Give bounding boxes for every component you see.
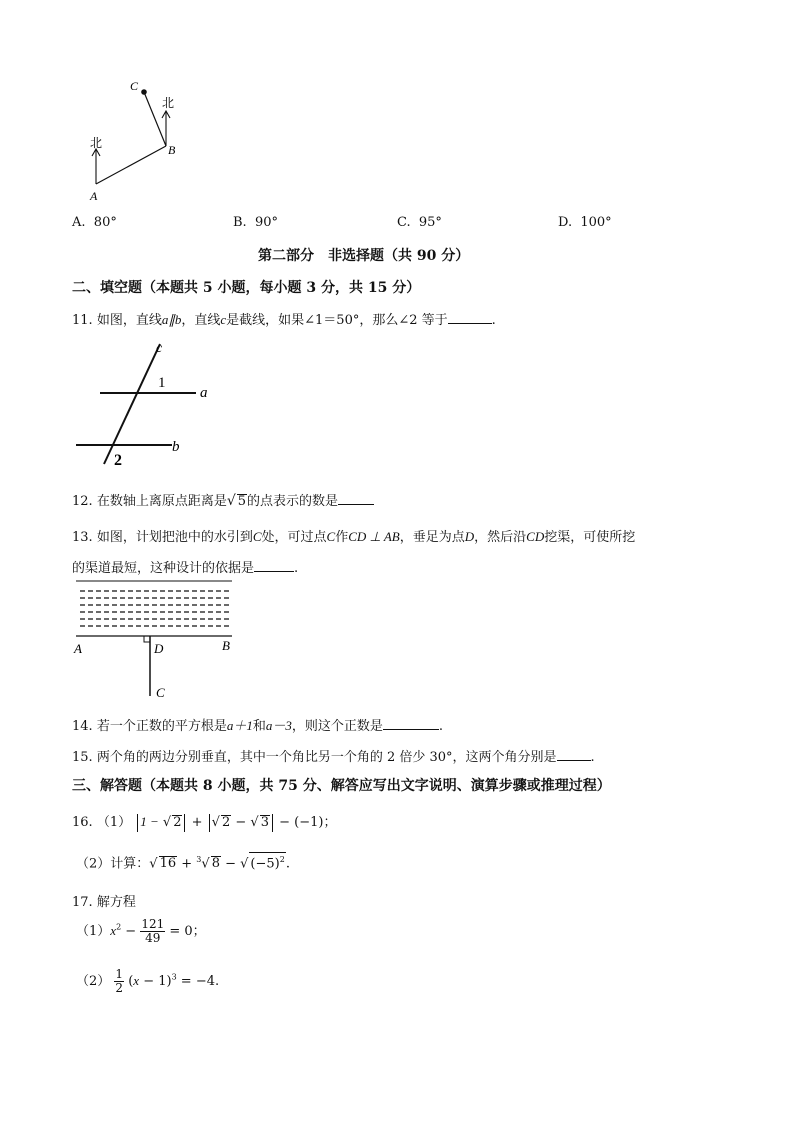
north-label-1: 北 bbox=[90, 136, 103, 150]
water-dashes bbox=[80, 591, 230, 626]
label-b: B bbox=[168, 143, 176, 157]
question-16-part2: （2）计算：√ 16 + $^3$√ 8 − √ $(-5)^2$. bbox=[76, 852, 290, 871]
answer-blank[interactable] bbox=[557, 748, 591, 761]
question-13-line1: 13. 如图，计划把池中的水引到C处，可过点C作CD ⊥ AB，垂足为点D，然后沿CD挖渠，可使所挖 bbox=[72, 529, 636, 545]
option-d: D. 100° bbox=[558, 215, 612, 230]
pool-figure bbox=[70, 578, 240, 704]
question-12: 12. 在数轴上离原点距离是√ 5的点表示的数是 bbox=[72, 490, 374, 509]
right-angle-icon bbox=[144, 636, 150, 642]
label-a: a bbox=[200, 385, 208, 401]
segment-ab bbox=[96, 146, 166, 184]
answer-blank[interactable] bbox=[338, 492, 374, 505]
answer-blank[interactable] bbox=[254, 559, 294, 572]
section3-title: 三、解答题（本题共 8 小题，共 75 分、解答应写出文字说明、演算步骤或推理过程） bbox=[72, 778, 611, 794]
question-17: 17. 解方程 bbox=[72, 895, 136, 910]
option-c: C. 95° bbox=[397, 215, 442, 230]
part2-title: 第二部分 非选择题（共 90 分） bbox=[258, 248, 470, 264]
label-c: C bbox=[130, 79, 139, 93]
label-a: A bbox=[74, 641, 82, 656]
label-b: B bbox=[222, 638, 230, 653]
point-c bbox=[141, 89, 147, 95]
question-17-part2: （2） $\frac{1}{2}$ $(x - 1)^3 = -4$. bbox=[76, 967, 220, 995]
label-c: c bbox=[156, 341, 163, 356]
question-11: 11. 如图，直线a∥b，直线c是截线，如果∠1＝50°，那么∠2 等于 . bbox=[72, 312, 496, 328]
section2-title: 二、填空题（本题共 5 小题，每小题 3 分，共 15 分） bbox=[72, 280, 421, 296]
question-14: 14. 若一个正数的平方根是a＋1和a－3，则这个正数是 . bbox=[72, 718, 444, 734]
question-13-line2: 的渠道最短，这种设计的依据是 . bbox=[72, 561, 299, 576]
question-17-part1: $(1)x^2$ − $\frac{121}{49}$ = 0； bbox=[76, 917, 206, 945]
question-15: 15. 两个角的两边分别垂直，其中一个角比另一个角的 2 倍少 30°，这两个角分别是 . bbox=[72, 750, 595, 765]
option-b: B. 90° bbox=[233, 215, 278, 230]
angle-2-label: 2 bbox=[114, 452, 122, 469]
question-16-part1: 16. （1） 1 − √ 2 + √ 2 − √ 3 − (−1)； bbox=[72, 814, 337, 830]
parallel-lines-figure bbox=[74, 338, 224, 472]
north-label-2: 北 bbox=[162, 96, 175, 110]
label-a: A bbox=[90, 189, 98, 203]
answer-blank[interactable] bbox=[448, 311, 492, 324]
option-a: A. 80° bbox=[72, 215, 117, 230]
label-d: D bbox=[154, 641, 164, 656]
angle-1-label: 1 bbox=[158, 375, 166, 391]
compass-figure bbox=[80, 74, 190, 206]
answer-blank[interactable] bbox=[383, 717, 439, 730]
label-c: C bbox=[156, 685, 165, 700]
label-b: b bbox=[172, 439, 180, 455]
